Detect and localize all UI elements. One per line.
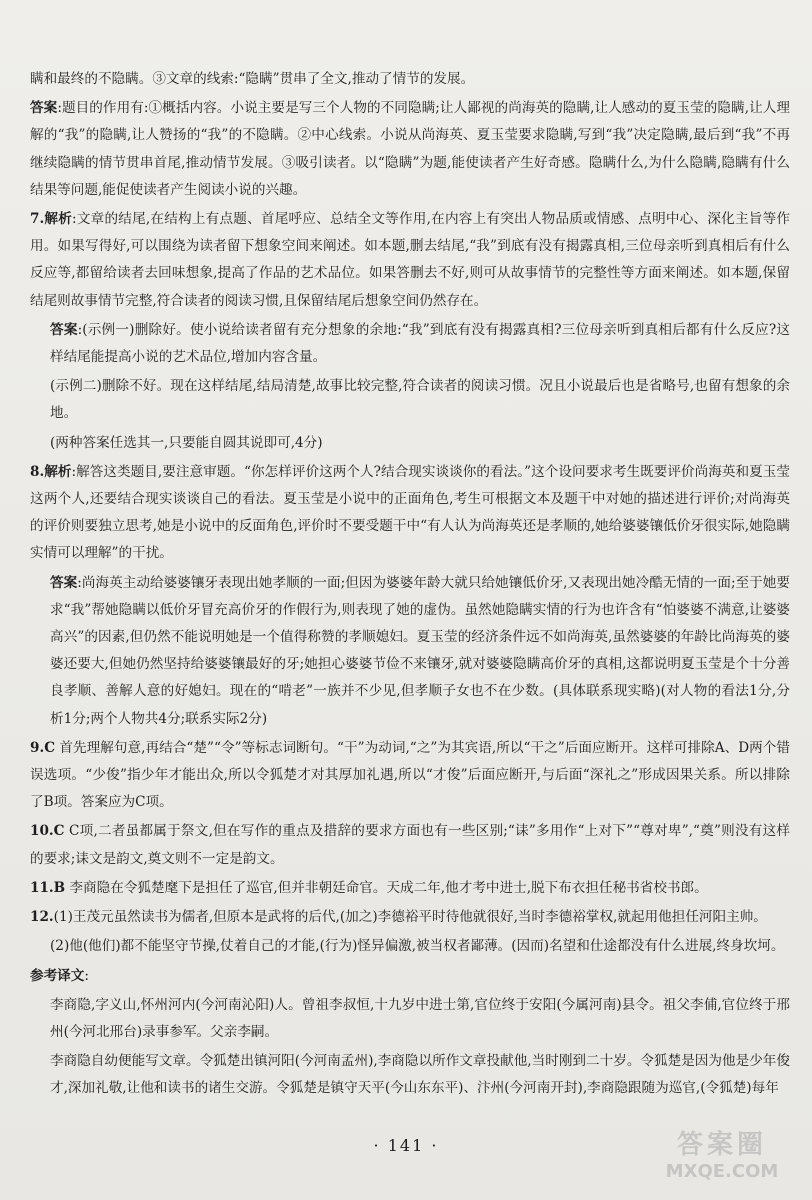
watermark-url: MXQE.COM	[665, 1161, 779, 1182]
paragraph	[30, 818, 790, 872]
paragraph	[30, 1048, 790, 1102]
paragraph	[30, 66, 790, 93]
document-body	[30, 66, 790, 1105]
paragraph-text: (2)他(他们)都不能坚守节操,仗着自己的才能,(行为)怪异偏激,被当权者鄙薄。(因而)名望和仕途都没有什么进展,终身坎坷。	[50, 938, 785, 955]
paragraph-text: :题目的作用有:①概括内容。小说主要是写三个人物的不同隐瞒;让人鄙视的尚海英的隐瞒,让人感动的夏玉莹的隐瞒,让人理解的“我”的隐瞒,让人赞扬的“我”的不隐瞒。②中心线索。小说从尚海英、夏玉莹要求隐瞒,写到“我”决定隐瞒,最后到“我”不再继续隐瞒的情节贯串首尾,推动情节发展。③吸引读者。以“隐瞒”为题,能使读者产生好奇感。隐瞒什么,为什么隐瞒,隐瞒有什么结果等问题,能促使读者产生阅读小说的兴趣。	[30, 100, 790, 198]
paragraph	[30, 95, 790, 204]
paragraph-text: :(示例一)删除好。使小说给读者留有充分想象的余地:“我”到底有没有揭露真相?三位母亲听到真相后都有什么反应?这样结尾能提高小说的艺术品位,增加内容含量。	[50, 321, 791, 366]
paragraph-text: (1)王茂元虽然读书为儒者,但原本是武将的后代,(加之)李德裕平时待他就很好,当时李德裕掌权,就起用他担任河阳主帅。	[53, 909, 767, 926]
paragraph-label: 11.B	[30, 879, 66, 896]
paragraph-text: :	[84, 967, 89, 984]
paragraph	[30, 317, 790, 371]
paragraph-text: 李商隐,字义山,怀州河内(今河南沁阳)人。曾祖李叔恒,十九岁中进士第,官位终于安阳(今属河南)县令。祖父李俌,官位终于邢州(今河北邢台)录事参军。父亲李嗣。	[50, 996, 790, 1040]
paragraph	[30, 992, 790, 1046]
paragraph	[30, 570, 790, 733]
paragraph-text: (示例二)删除不好。现在这样结尾,结局清楚,故事比较完整,符合读者的阅读习惯。况且小说最后也是省略号,也留有想象的余地。	[50, 378, 790, 422]
page-number: · 141 ·	[373, 1136, 439, 1155]
paragraph-text: :文章的结尾,在结构上有点题、首尾呼应、总结全文等作用,在内容上有突出人物品质或情感、点明中心、深化主旨等作用。如果写得好,可以围绕为读者留下想象空间来阐述。如本题,删去结尾,“我”到底有没有揭露真相,三位母亲听到真相后有什么反应等,都留给读者去回味想象,提高了作品的艺术品位。如果答删去不好,则可从故事情节的完整性等方面来阐述。如本题,保留结尾则故事情节完整,符合读者的阅读习惯,且保留结尾后想象空间仍然存在。	[30, 211, 790, 309]
paragraph-text: :尚海英主动给婆婆镶牙表现出她孝顺的一面;但因为婆婆年龄大就只给她镶低价牙,又表现出她冷酷无情的一面;至于她要求“我”帮她隐瞒以低价牙冒充高价牙的作假行为,则表现了她的虚伪。虽然她隐瞒实情的行为也许含有“怕婆婆不满意,让婆婆高兴”的因素,但仍然不能说明她是一个值得称赞的孝顺媳妇。夏玉莹的经济条件远不如尚海英,虽然婆婆的年龄比尚海英的婆婆还要大,但她仍然坚持给婆婆镶最好的牙;她担心婆婆节俭不来镶牙,就对婆婆隐瞒高价牙的真相,这都说明夏玉莹是个十分善良孝顺、善解人意的好媳妇。现在的“啃老”一族并不少见,但孝顺子女也不在少数。(具体联系现实略)(对人物的看法1分,分析1分;两个人物共4分;联系实际2分)	[50, 574, 791, 727]
paragraph-label: 12.	[30, 909, 54, 926]
paragraph-text: 首先理解句意,再结合“楚”“令”等标志词断句。“干”为动词,“之”为其宾语,所以“干之”后面应断开。这样可排除A、D两个错误选项。“少俊”指少年才能出众,所以令狐楚才对其厚加礼遇,所以“才俊”后面应断开,与后面“深礼之”形成因果关系。所以排除了B项。答案应为C项。	[30, 739, 790, 811]
paragraph-label: 答案	[30, 100, 58, 117]
paragraph	[30, 933, 790, 960]
paragraph	[30, 373, 790, 427]
paragraph-text: C项,二者虽都属于祭文,但在写作的重点及措辞的要求方面也有一些区别;“诔”多用作“上对下”“尊对卑”,“奠”则没有这样的要求;诔文是韵文,奠文则不一定是韵文。	[30, 823, 790, 867]
paragraph	[30, 206, 790, 315]
paragraph	[30, 459, 790, 568]
paragraph-text: 李商隐在令狐楚麾下是担任了巡官,但并非朝廷命官。天成二年,他才考中进士,脱下布衣担任秘书省校书郎。	[65, 879, 708, 896]
paragraph-text: 李商隐自幼便能写文章。令狐楚出镇河阳(今河南孟州),李商隐以所作文章投献他,当时刚到二十岁。令狐楚是因为他是少年俊才,深加礼敬,让他和读书的诸生交游。令狐楚是镇守天平(今山东东平)、汴州(今河南开封),李商隐跟随为巡官,(令狐楚)每年	[50, 1053, 790, 1097]
paragraph-label: 9.C	[30, 739, 56, 756]
paragraph	[30, 875, 790, 902]
paragraph-text: 瞒和最终的不隐瞒。③文章的线索:“隐瞒”贯串了全文,推动了情节的发展。	[30, 71, 475, 87]
paragraph	[30, 735, 790, 817]
paragraph-label: 参考译文	[30, 967, 85, 984]
paragraph-label: 答案	[50, 321, 78, 338]
paragraph-label: 7.解析	[30, 211, 73, 228]
site-watermark	[642, 1124, 802, 1194]
paragraph-label: 10.C	[30, 823, 65, 840]
paragraph-label: 答案	[50, 574, 78, 591]
watermark-logo-text: 答案圈	[676, 1130, 767, 1160]
paragraph	[30, 963, 790, 990]
paragraph	[30, 430, 790, 457]
paragraph-label: 8.解析	[30, 463, 72, 480]
paragraph-text: (两种答案任选其一,只要能自圆其说即可,4分)	[50, 434, 323, 451]
paragraph-text: :解答这类题目,要注意审题。“你怎样评价这两个人?结合现实谈谈你的看法。”这个设问要求考生既要评价尚海英和夏玉莹这两个人,还要结合现实谈谈自己的看法。夏玉莹是小说中的正面角色,考生可根据文本及题干中对她的描述进行评价;对尚海英的评价则要独立思考,她是小说中的反面角色,评价时不要受题干中“有人认为尚海英还是孝顺的,她给婆婆镶低价牙很实际,她隐瞒实情可以理解”的干扰。	[30, 463, 790, 562]
paragraph	[30, 904, 790, 931]
